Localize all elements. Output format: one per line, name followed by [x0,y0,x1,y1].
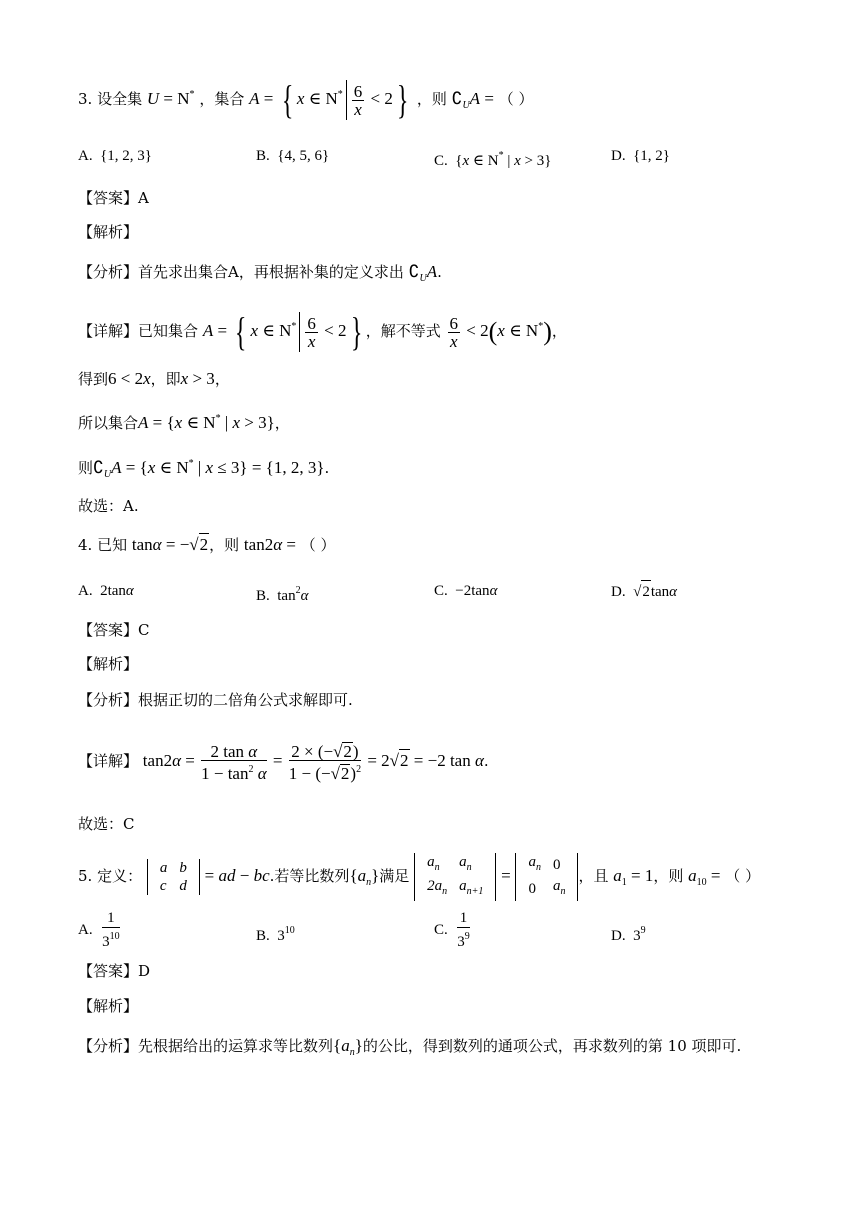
q3-set-a-def: A = { x ∈ N* $\frac{6}{x}$ < 2} [249,77,409,122]
q5-fenxi: 【分析】先根据给出的运算求等比数列$\{a_n\}$的公比，得到数列的通项公式，再求数列的第 10 项即可. [78,1036,742,1058]
q4-option-b[interactable]: B. $\tan^2\alpha$ [256,585,309,604]
q4-detail: 【详解】 tan2α = $\frac{\text{2 tan α}}{1 - \tan^2 \alpha}$ = $\frac{2 \times (-√2)}{1 - (-√2)^2}$ = 2√2 = −2 tan α. [78,741,489,783]
q3-universal-set: U = N* [146,88,195,108]
q3-detail-2: 得到6 < 2x，即x > 3， [78,369,230,388]
q4-option-a[interactable]: A. 2tanα [78,583,134,599]
q3-stem-text-a: 设全集 [97,89,143,108]
q3-fenxi: 【分析】首先求出集合A，再根据补集的定义求出 $∁_UA$. [78,262,442,284]
q4-option-c[interactable]: C. −2tanα [434,583,498,599]
q3-detail-3: 所以集合A = {x ∈ N* | x > 3}， [78,413,290,432]
q4-choice: 故选：C [78,815,135,833]
q3-number: 3. [78,89,93,108]
q3-answer: 【答案】A [78,189,149,207]
q4-option-d[interactable]: D. √2tanα [611,580,677,603]
q3-analysis-heading: 【解析】 [78,223,139,241]
q5-answer: 【答案】D [78,962,151,980]
q3-option-c[interactable]: C. {x ∈ N* | x > 3} [434,150,552,169]
q5-option-d[interactable]: D. $3^9$ [611,925,646,944]
q3-stem-text-c: ，则 [416,89,447,108]
q4-fenxi: 【分析】根据正切的二倍角公式求解即可. [78,691,353,709]
q3-option-a[interactable]: A. {1, 2, 3} [78,148,152,164]
q5-option-a[interactable]: A. $\frac{1}{3^{10}}$ [78,910,120,950]
q4-analysis-heading: 【解析】 [78,655,139,673]
q3-detail-4: 则$∁_UA = \{x$ ∈ N* | x ≤ 3} = {1, 2, 3}. [78,458,330,480]
q5-option-c[interactable]: C. $\frac{1}{3^9}$ [434,910,470,950]
q3-detail-1: 【详解】已知集合 A = { x ∈ N* $\frac{6}{x}$ < 2} ，解不等式 $\frac{6}{x}$ < 2(x ∈ N*)， [78,309,567,354]
q3-stem-text-b: ，集合 [199,89,245,108]
q3-stem [78,77,534,122]
q5-option-b[interactable]: B. $3^{10}$ [256,925,295,944]
q3-option-b[interactable]: B. {4, 5, 6} [256,148,330,164]
q3-blank: （ ） [498,89,534,108]
q3-complement: $∁_UA$ = [451,88,494,111]
q3-choice: 故选：A. [78,497,139,515]
q4-stem: 4. 已知 tanα = −√2，则 tan2α = （ ） [78,535,336,554]
q5-analysis-heading: 【解析】 [78,997,139,1015]
q4-answer: 【答案】C [78,621,150,639]
q3-option-d[interactable]: D. {1, 2} [611,148,670,164]
q5-stem: 5. 定义： a b c d = ad − bc.若等比数列$\{a_n\}$满足 $a_n$ $a_n$ $2a_n$ $a_{n+1}$ = $a_n$ 0 0 $a_n$ ，且 $a_1 = 1$，则 $a_{10}$ = （ ） [78,853,760,901]
